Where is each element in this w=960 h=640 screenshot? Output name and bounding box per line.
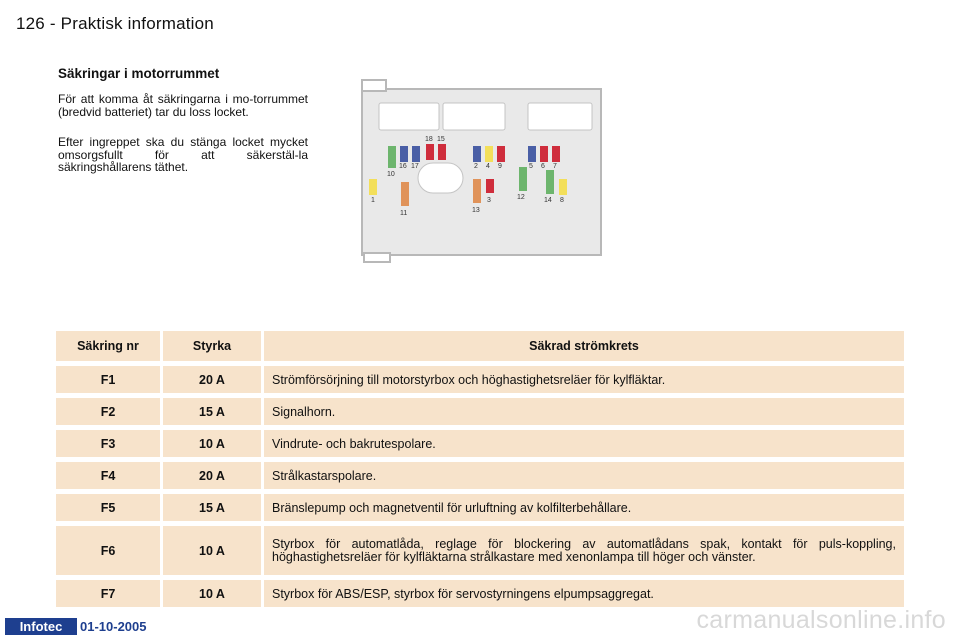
fuse-9: [497, 146, 505, 162]
fuse-17: [412, 146, 420, 162]
fuse-number: F4: [56, 462, 160, 489]
fuse-label: 9: [498, 163, 502, 170]
fuse-label: 13: [472, 207, 480, 214]
fuse-13: [473, 179, 481, 203]
center-oval: [418, 163, 463, 193]
table-row: [56, 430, 904, 457]
closing-paragraph: Efter ingreppet ska du stänga locket mycket omsorgsfullt för att säkerstäl-la säkringshållarens täthet.: [58, 135, 308, 174]
fuse-rating: 10 A: [163, 430, 261, 457]
relay-slot: [528, 103, 592, 130]
fuse-5: [528, 146, 536, 162]
fuse-circuit: Styrbox för automatlåda, reglage för blockering av automatlådans spak, kontakt för puls-koppling, höghastighetsreläer för kylfläktarna strålkastare med xenonlampa till höger och vänster.: [264, 526, 904, 575]
page-header: 126 - Praktisk information: [16, 14, 214, 33]
fuse-circuit: Vindrute- och bakrutespolare.: [264, 430, 904, 457]
fuse-11: [401, 182, 409, 206]
table-row: [56, 462, 904, 489]
section-title: Säkringar i motorrummet: [58, 66, 220, 81]
fuse-label: 11: [400, 210, 408, 217]
fuse-circuit: Styrbox för ABS/ESP, styrbox för servostyrningens elpumpsaggregat.: [264, 580, 904, 607]
relay-slot: [443, 103, 505, 130]
fuse-rating: 10 A: [163, 580, 261, 607]
fuse-2: [473, 146, 481, 162]
fuse-circuit: Strömförsörjning till motorstyrbox och höghastighetsreläer för kylfläktar.: [264, 366, 904, 393]
fuse-18: [426, 144, 434, 160]
fuse-3: [486, 179, 494, 193]
table-row: [56, 366, 904, 393]
fuse-label: 5: [529, 163, 533, 170]
fuse-label: 10: [387, 171, 395, 178]
relay-slot: [379, 103, 439, 130]
fuse-label: 2: [474, 163, 478, 170]
fuse-box-diagram: [358, 78, 606, 264]
intro-paragraph: För att komma åt säkringarna i mo-torrummet (bredvid batteriet) tar du loss locket.: [58, 92, 308, 119]
fuse-14: [546, 170, 554, 194]
fuse-label: 17: [411, 163, 419, 170]
fuse-10: [388, 146, 396, 168]
bottom-tab: [364, 253, 390, 262]
fuse-label: 7: [553, 163, 557, 170]
header-fuse-number: Säkring nr: [56, 331, 160, 361]
fuse-12: [519, 167, 527, 191]
fuse-rating: 20 A: [163, 366, 261, 393]
fuse-table: [56, 331, 904, 612]
fuse-label: 1: [371, 197, 375, 204]
fuse-number: F2: [56, 398, 160, 425]
fuse-label: 14: [544, 197, 552, 204]
footer-date: 01-10-2005: [80, 619, 147, 634]
table-row: [56, 398, 904, 425]
fuse-1: [369, 179, 377, 195]
fuse-4: [485, 146, 493, 162]
fuse-7: [552, 146, 560, 162]
fuse-circuit: Signalhorn.: [264, 398, 904, 425]
fuse-rating: 15 A: [163, 398, 261, 425]
fuse-circuit: Strålkastarspolare.: [264, 462, 904, 489]
infotec-logo: Infotec: [5, 618, 77, 635]
fuse-circuit: Bränslepump och magnetventil för urluftning av kolfilterbehållare.: [264, 494, 904, 521]
fuse-label: 15: [437, 136, 445, 143]
fuse-label: 18: [425, 136, 433, 143]
fuse-label: 4: [486, 163, 490, 170]
fuse-number: F7: [56, 580, 160, 607]
table-header-row: [56, 331, 904, 361]
fuse-16: [400, 146, 408, 162]
table-row: [56, 526, 904, 575]
fuse-number: F1: [56, 366, 160, 393]
top-tab: [362, 80, 386, 91]
fuse-number: F5: [56, 494, 160, 521]
fuse-label: 16: [399, 163, 407, 170]
fuse-rating: 20 A: [163, 462, 261, 489]
table-row: [56, 494, 904, 521]
fuse-6: [540, 146, 548, 162]
fuse-number: F3: [56, 430, 160, 457]
fuse-label: 12: [517, 194, 525, 201]
watermark: carmanualsonline.info: [696, 606, 946, 634]
table-row: [56, 580, 904, 607]
fuse-label: 8: [560, 197, 564, 204]
fuse-rating: 10 A: [163, 526, 261, 575]
fuse-8: [559, 179, 567, 195]
header-circuit: Säkrad strömkrets: [264, 331, 904, 361]
fuse-15: [438, 144, 446, 160]
fuse-label: 6: [541, 163, 545, 170]
fuse-label: 3: [487, 197, 491, 204]
fuse-rating: 15 A: [163, 494, 261, 521]
header-rating: Styrka: [163, 331, 261, 361]
fuse-number: F6: [56, 526, 160, 575]
